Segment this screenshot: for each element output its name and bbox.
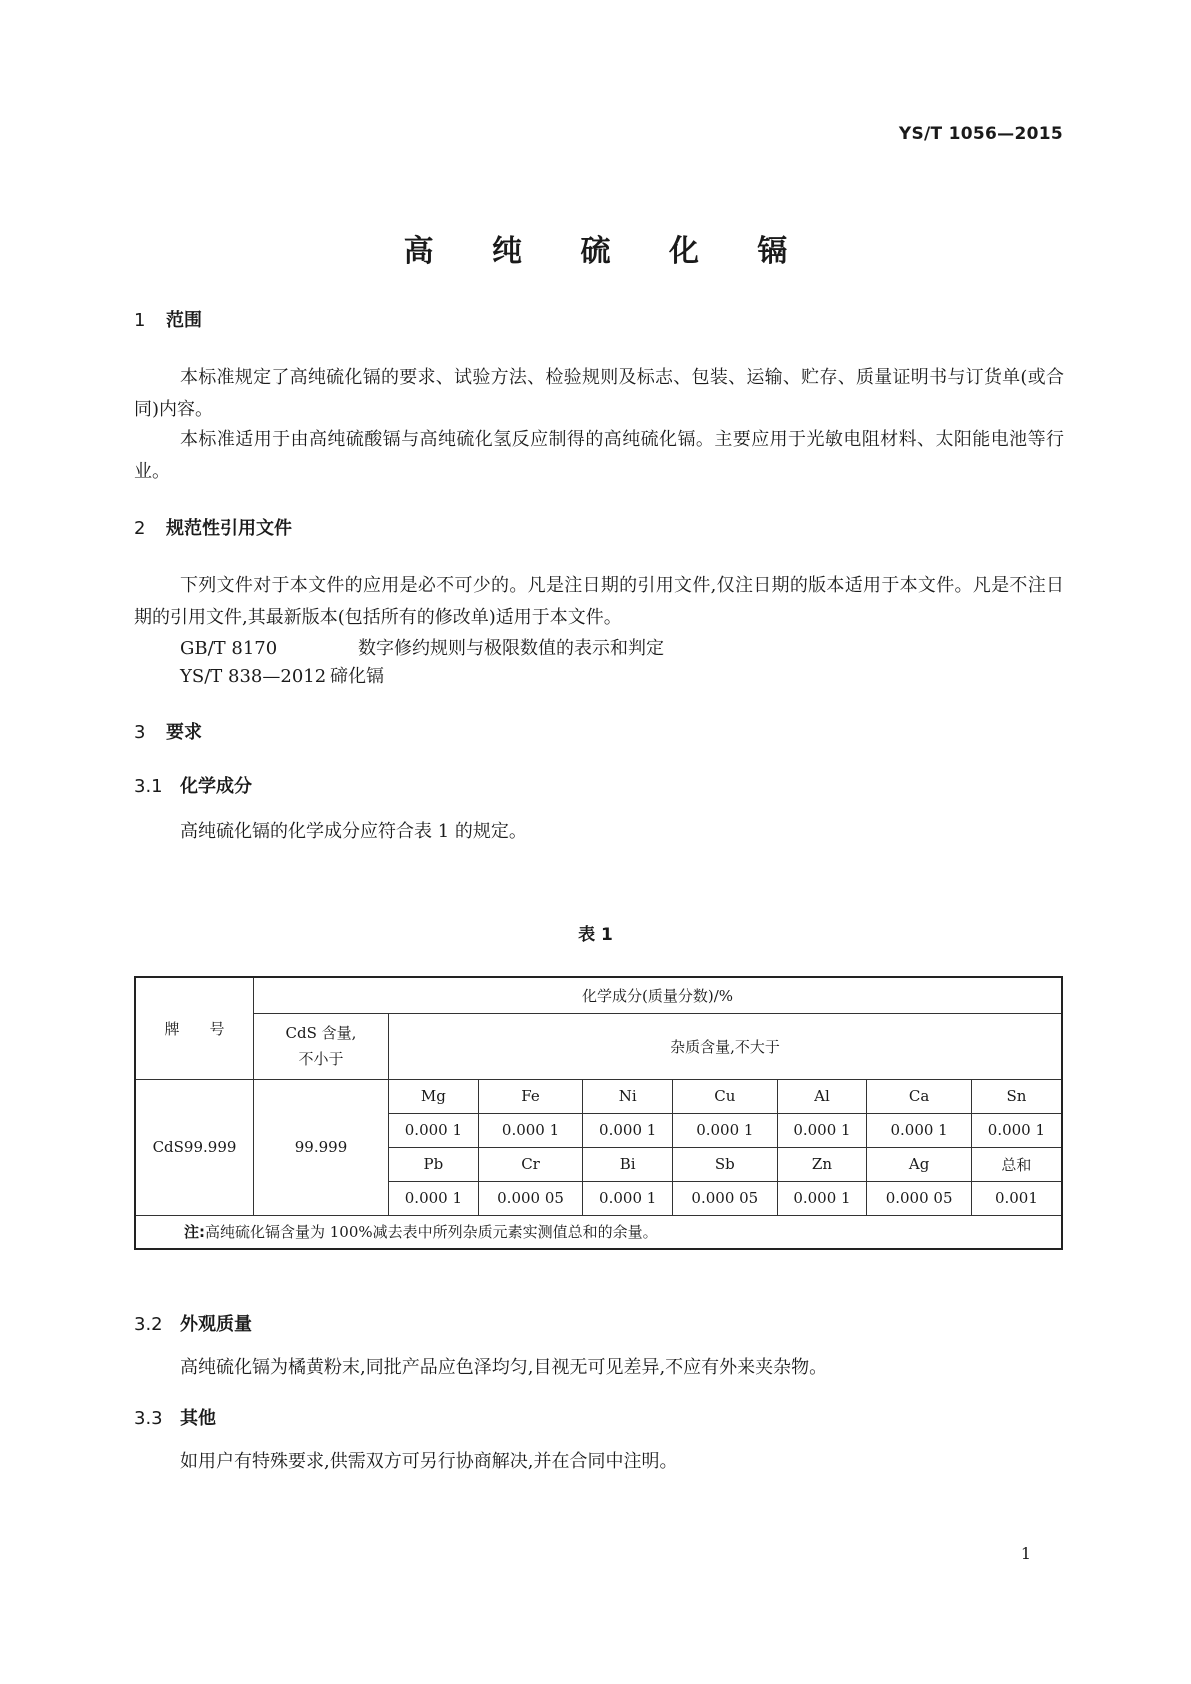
section-title: 要求 (166, 722, 202, 743)
section-1-paragraph-2: 本标准适用于由高纯硫酸镉与高纯硫化氢反应制得的高纯硫化镉。主要应用于光敏电阻材料、太阳能电池等行业。 (134, 429, 1064, 482)
element-name-cell: Cu (673, 1079, 777, 1113)
element-value-cell: 0.000 1 (867, 1113, 971, 1147)
element-value-cell: 0.000 1 (777, 1181, 867, 1215)
section-title: 规范性引用文件 (166, 518, 292, 539)
impurity-header: 杂质含量,不大于 (389, 1013, 1063, 1079)
section-number: 2 (134, 518, 146, 539)
element-name-cell: 总和 (971, 1147, 1062, 1181)
section-title: 外观质量 (180, 1314, 252, 1335)
section-3-1-heading (134, 772, 252, 798)
section-title: 其他 (180, 1408, 216, 1429)
section-2-heading (134, 514, 292, 540)
element-name-cell: Sn (971, 1079, 1062, 1113)
element-value-cell: 0.000 1 (777, 1113, 867, 1147)
element-name-cell: Cr (478, 1147, 582, 1181)
section-3-1-paragraph: 高纯硫化镉的化学成分应符合表 1 的规定。 (180, 821, 527, 842)
element-value-cell: 0.000 05 (867, 1181, 971, 1215)
element-value-cell: 0.000 05 (478, 1181, 582, 1215)
section-1-paragraph-1: 本标准规定了高纯硫化镉的要求、试验方法、检验规则及标志、包装、运输、贮存、质量证明书与订货单(或合同)内容。 (134, 367, 1064, 420)
element-value-cell: 0.000 1 (389, 1181, 479, 1215)
brand-header: 牌 号 (135, 977, 254, 1079)
section-number: 3 (134, 722, 146, 743)
note-label: 注: (184, 1223, 205, 1242)
table-caption: 表 1 (578, 925, 613, 945)
cds-content-header (254, 1013, 389, 1079)
element-value-cell: 0.000 1 (583, 1181, 673, 1215)
section-number: 3.1 (134, 776, 163, 797)
section-3-2-heading (134, 1310, 252, 1336)
element-value-cell: 0.000 1 (583, 1113, 673, 1147)
composition-group-header: 化学成分(质量分数)/% (254, 977, 1063, 1013)
note-text: 高纯硫化镉含量为 100%减去表中所列杂质元素实测值总和的余量。 (205, 1223, 658, 1242)
page-number: 1 (1020, 1544, 1031, 1563)
reference-title: 碲化镉 (330, 666, 384, 687)
element-name-cell: Zn (777, 1147, 867, 1181)
section-title: 范围 (166, 310, 202, 331)
element-name-cell: Ag (867, 1147, 971, 1181)
reference-item (180, 634, 664, 660)
cds-header-line: CdS 含量, (285, 1024, 357, 1042)
element-name-cell: Ni (583, 1079, 673, 1113)
section-3-3-paragraph: 如用户有特殊要求,供需双方可另行协商解决,并在合同中注明。 (180, 1451, 678, 1472)
element-name-cell: Sb (673, 1147, 777, 1181)
element-value-cell: 0.000 1 (673, 1113, 777, 1147)
section-2-paragraph-1: 下列文件对于本文件的应用是必不可少的。凡是注日期的引用文件,仅注日期的版本适用于本文件。凡是不注日期的引用文件,其最新版本(包括所有的修改单)适用于本文件。 (134, 575, 1064, 628)
element-value-cell: 0.000 1 (389, 1113, 479, 1147)
brand-cell: CdS99.999 (135, 1079, 254, 1215)
section-3-3-heading (134, 1404, 216, 1430)
section-1-heading (134, 306, 202, 332)
reference-title: 数字修约规则与极限数值的表示和判定 (358, 638, 664, 659)
element-name-cell: Fe (478, 1079, 582, 1113)
element-value-cell: 0.000 1 (478, 1113, 582, 1147)
element-value-cell: 0.000 1 (971, 1113, 1062, 1147)
chemical-composition-table (134, 976, 1063, 1250)
element-value-cell: 0.001 (971, 1181, 1062, 1215)
element-name-cell: Pb (389, 1147, 479, 1181)
element-name-cell: Bi (583, 1147, 673, 1181)
reference-code: GB/T 8170 (180, 638, 278, 659)
cds-header-line: 不小于 (298, 1050, 344, 1068)
element-name-cell: Al (777, 1079, 867, 1113)
section-number: 3.3 (134, 1408, 163, 1429)
table-note (135, 1215, 1062, 1249)
standard-code: YS/T 1056—2015 (898, 124, 1063, 144)
section-title: 化学成分 (180, 776, 252, 797)
document-title: 高 纯 硫 化 镉 (403, 234, 812, 269)
reference-code: YS/T 838—2012 (180, 666, 327, 687)
element-value-cell: 0.000 05 (673, 1181, 777, 1215)
cds-value-cell: 99.999 (254, 1079, 389, 1215)
section-3-2-paragraph: 高纯硫化镉为橘黄粉末,同批产品应色泽均匀,目视无可见差异,不应有外来夹杂物。 (180, 1357, 828, 1378)
section-3-heading (134, 718, 202, 744)
reference-item (180, 662, 384, 688)
element-name-cell: Mg (389, 1079, 479, 1113)
section-number: 1 (134, 310, 146, 331)
section-number: 3.2 (134, 1314, 163, 1335)
element-name-cell: Ca (867, 1079, 971, 1113)
